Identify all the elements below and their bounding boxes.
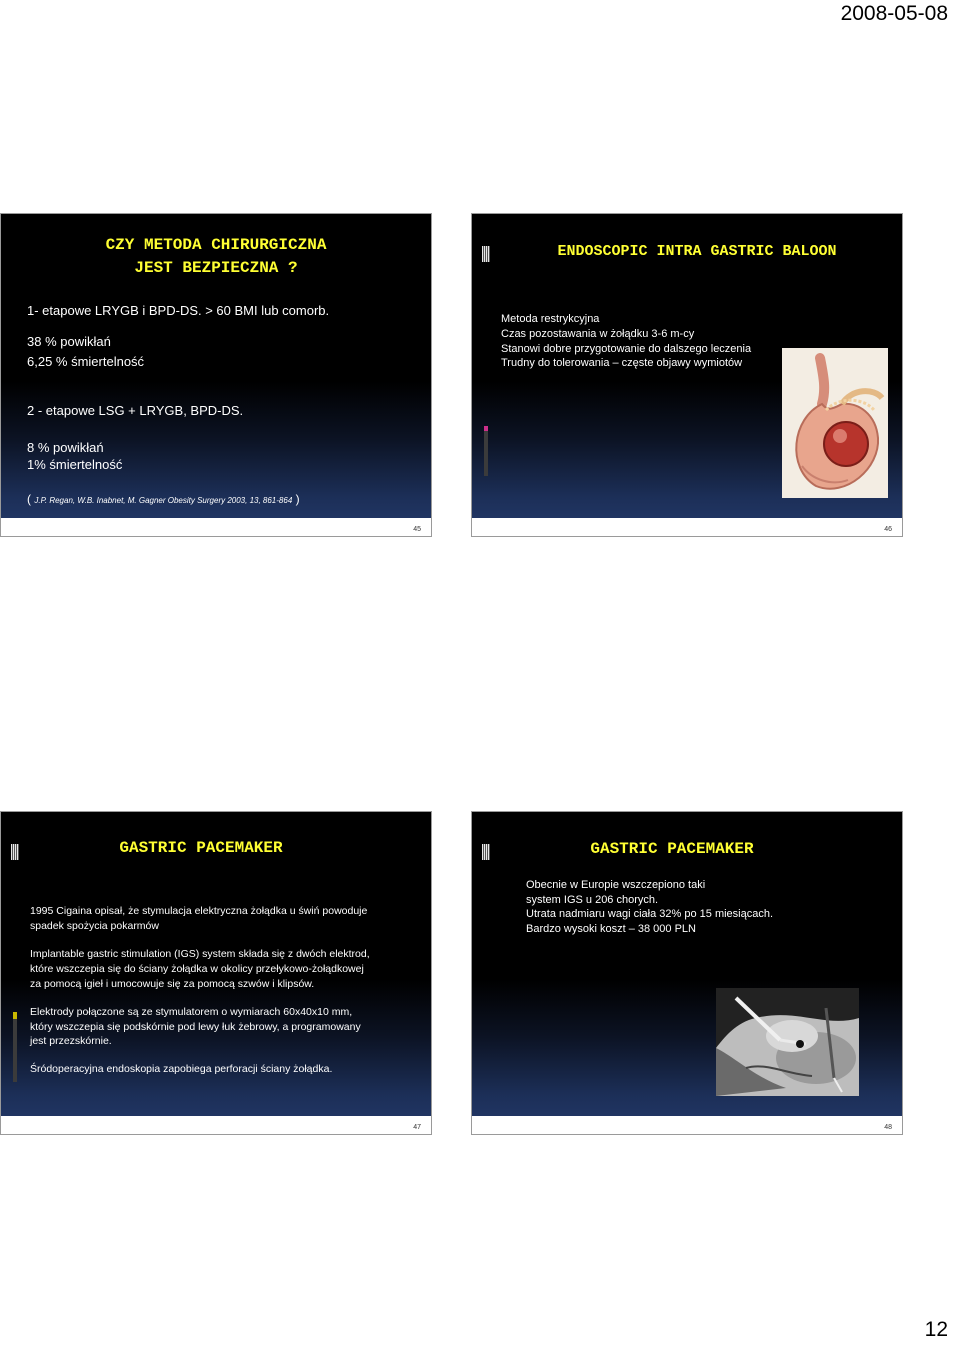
text-line: 2 - etapowe LSG + LRYGB, BPD-DS. <box>27 403 244 418</box>
slide-48 <box>472 812 902 1134</box>
page-date: 2008-05-08 <box>840 2 948 25</box>
text-line: 38 % powikłań <box>27 334 111 349</box>
text-line: 6,25 % śmiertelność <box>27 354 145 369</box>
text-line: Trudny do tolerowania – częste objawy wymiotów <box>501 357 743 369</box>
slide-title: GASTRIC PACEMAKER <box>119 839 283 857</box>
slide-title-line-1: CZY METODA CHIRURGICZNA <box>105 236 327 254</box>
slide-46 <box>472 214 902 536</box>
text-line: Bardzo wysoki koszt – 38 000 PLN <box>526 923 696 935</box>
slide-47 <box>1 812 431 1134</box>
text-line: 1% śmiertelność <box>27 457 123 472</box>
text-line: Czas pozostawania w żołądku 3-6 m-cy <box>501 328 695 340</box>
page-number: 12 <box>924 1318 948 1341</box>
slide-decoration-bar <box>484 426 488 476</box>
surgical-photo <box>716 988 859 1096</box>
slide-title <box>1 234 431 280</box>
text-line: Śródoperacyjna endoskopia zapobiega perforacji ściany żołądka. <box>30 1063 333 1075</box>
slide-title: GASTRIC PACEMAKER <box>590 840 754 858</box>
gastric-balloon-illustration <box>782 348 888 498</box>
slide-title: ENDOSCOPIC INTRA GASTRIC BALOON <box>557 243 837 260</box>
slide-number: 45 <box>413 526 421 533</box>
text-line: które wszczepia się do ściany żołądka w okolicy przełykowo-żołądkowej <box>30 963 364 975</box>
text-line: 8 % powikłań <box>27 440 104 455</box>
slide-45 <box>1 214 431 536</box>
text-line: 1995 Cigaina opisał, że stymulacja elektryczna żołądka u świń powoduje <box>30 905 368 917</box>
text-line: Elektrody połączone są ze stymulatorem o wymiarach 60x40x10 mm, <box>30 1006 353 1018</box>
text-line: Stanowi dobre przygotowanie do dalszego leczenia <box>501 343 752 355</box>
text-line: Obecnie w Europie wszczepiono taki <box>526 879 706 891</box>
text-line: za pomocą igieł i umocowuje się za pomocą szwów i klipsów. <box>30 978 315 990</box>
slide-decoration-bar <box>13 1012 17 1082</box>
slide-number-strip <box>472 1116 902 1134</box>
slide-title-line-2: JEST BEZPIECZNA ? <box>134 259 298 277</box>
text-line: Utrata nadmiaru wagi ciała 32% po 15 miesiącach. <box>526 908 774 920</box>
text-line: który wszczepia się podskórnie pod lewy łuk żebrowy, a programowany <box>30 1021 361 1033</box>
text-line: jest przezskórnie. <box>30 1035 112 1047</box>
citation <box>27 492 300 506</box>
citation-text: J.P. Regan, W.B. Inabnet, M. Gagner Obesity Surgery 2003, 13, 861-864 <box>34 496 293 505</box>
slide-number-strip <box>472 518 902 536</box>
text-line: Metoda restrykcyjna <box>501 313 600 325</box>
text-line: Implantable gastric stimulation (IGS) system składa się z dwóch elektrod, <box>30 948 370 960</box>
slide-decoration-stripes <box>482 246 490 262</box>
slide-number-strip <box>1 518 431 536</box>
slide-number: 46 <box>884 526 892 533</box>
slide-number-strip <box>1 1116 431 1134</box>
citation-open: ( <box>27 492 31 506</box>
text-line: 1- etapowe LRYGB i BPD-DS. > 60 BMI lub comorb. <box>27 303 330 318</box>
citation-close: ) <box>295 492 300 506</box>
slide-number: 48 <box>884 1124 892 1131</box>
slide-number: 47 <box>413 1124 421 1131</box>
text-line: system IGS u 206 chorych. <box>526 894 659 906</box>
text-line: spadek spożycia pokarmów <box>30 920 159 932</box>
